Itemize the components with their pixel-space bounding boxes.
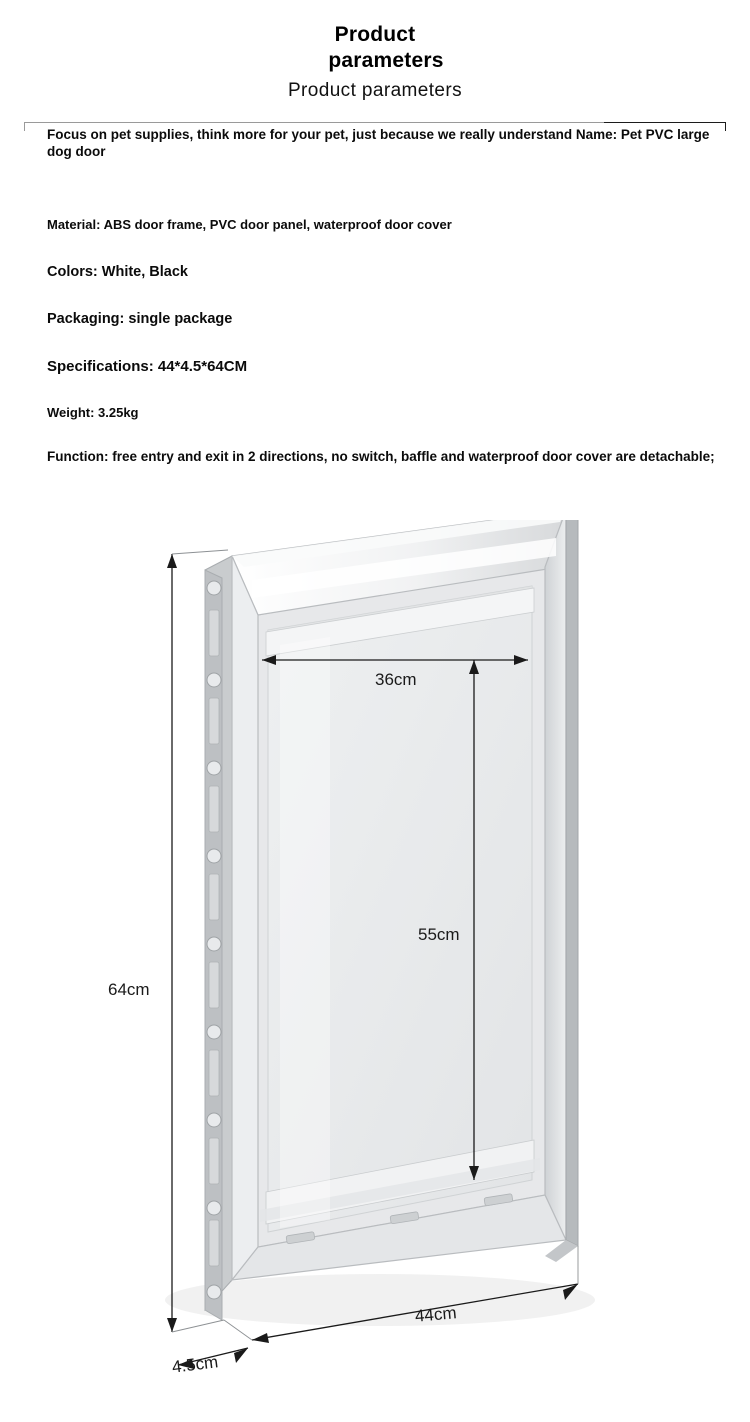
dog-door-illustration: [0, 520, 750, 1420]
page-subtitle: Product parameters: [287, 80, 463, 101]
spec-specifications: Specifications: 44*4.5*64CM: [47, 358, 248, 375]
page-title-line1: Product: [334, 23, 416, 46]
page-title: [0, 22, 750, 74]
spec-weight: Weight: 3.25kg: [47, 405, 139, 420]
dimension-label-outer-width: 44cm: [414, 1303, 458, 1326]
spec-function: Function: free entry and exit in 2 directions, no switch, baffle and waterproof door cover are detachable;: [47, 449, 715, 464]
product-parameters-list: [47, 126, 717, 466]
product-diagram: [0, 520, 750, 1420]
dimension-label-inner-width: 36cm: [375, 670, 417, 689]
page-title-line2: parameters: [328, 49, 444, 72]
rule-tick-right: [725, 122, 726, 131]
page-header: [0, 0, 750, 120]
spec-intro: Focus on pet supplies, think more for your pet, just because we really understand Name: Pet PVC large dog door: [47, 127, 710, 159]
dimension-label-inner-height: 55cm: [418, 925, 460, 944]
spec-material: Material: ABS door frame, PVC door panel, waterproof door cover: [47, 217, 452, 232]
dimension-label-outer-height: 64cm: [108, 980, 150, 999]
header-divider-left: [24, 122, 604, 123]
dimension-label-depth: 4.5cm: [170, 1352, 220, 1377]
spec-colors: Colors: White, Black: [47, 264, 188, 280]
rule-tick-left: [24, 122, 25, 131]
spec-packaging: Packaging: single package: [47, 311, 233, 327]
header-divider-right: [604, 122, 726, 123]
